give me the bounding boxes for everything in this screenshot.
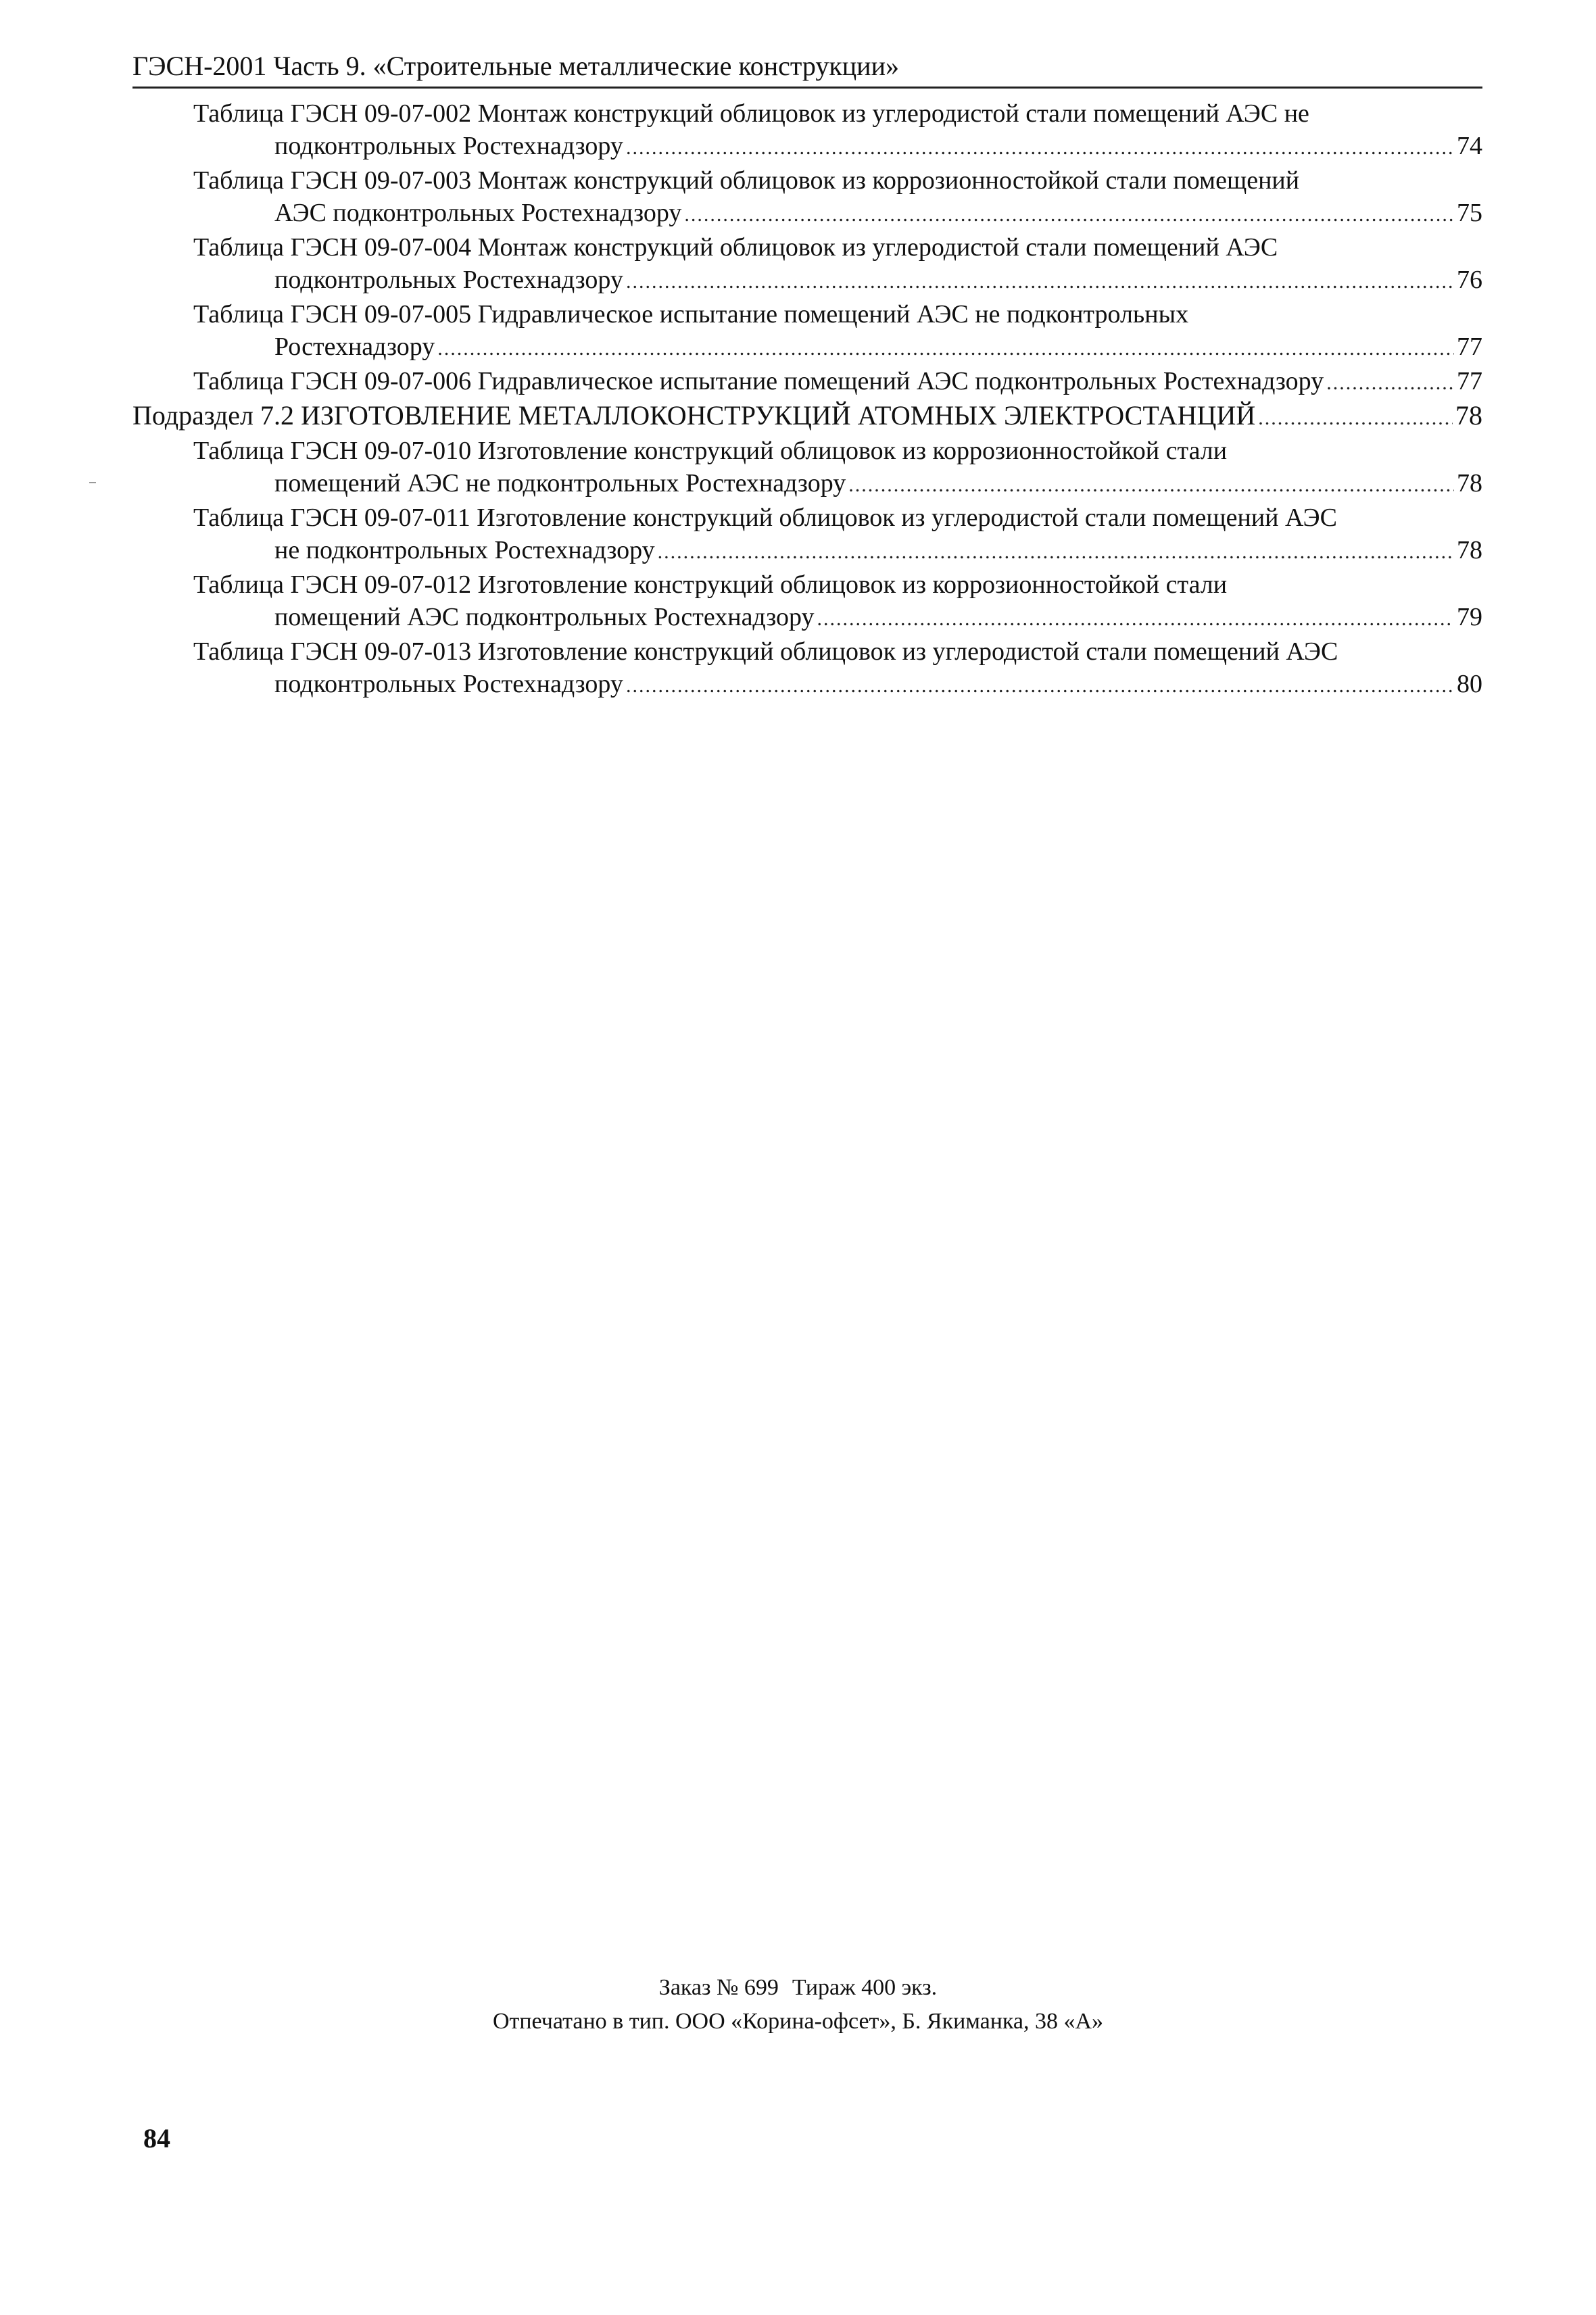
toc-page-number: 79 [1457, 603, 1482, 631]
toc-entry-title-cont: не подконтрольных Ростехнадзору [274, 536, 655, 564]
toc-entry[interactable] [132, 635, 1482, 702]
toc-entry-title-cont: подконтрольных Ростехнадзору [274, 670, 623, 698]
toc-page-number: 77 [1457, 367, 1482, 395]
imprint-order-line [0, 1972, 1596, 2003]
page-number: 84 [143, 2123, 170, 2153]
toc-entry-title: Таблица ГЭСН 09-07-010 Изготовление конструкций облицовок из коррозионностойкой стали [193, 437, 1228, 465]
order-number: Заказ № 699 [658, 1975, 779, 2000]
toc-entry[interactable] [132, 365, 1482, 399]
toc-entry-title: Таблица ГЭСН 09-07-011 Изготовление конструкций облицовок из углеродистой стали помещений АЭС [193, 504, 1337, 532]
toc-page-number: 78 [1457, 469, 1482, 497]
toc-entry-title-cont: Ростехнадзору [274, 333, 435, 361]
toc-entry-title: Таблица ГЭСН 09-07-005 Гидравлическое испытание помещений АЭС не подконтрольных [193, 300, 1189, 328]
toc-entry-title-cont: подконтрольных Ростехнадзору [274, 266, 623, 294]
toc-page-number: 75 [1457, 199, 1482, 227]
dot-leader [848, 469, 1454, 502]
dot-leader [1258, 402, 1453, 435]
toc-entry-title: Таблица ГЭСН 09-07-006 Гидравлическое испытание помещений АЭС подконтрольных Ростехнадзору [193, 367, 1324, 395]
toc-entry-title-cont: АЭС подконтрольных Ростехнадзору [274, 199, 682, 227]
toc-entry-title: Таблица ГЭСН 09-07-003 Монтаж конструкций облицовок из коррозионностойкой стали помещений [193, 166, 1300, 195]
toc-entry-title-cont: подконтрольных Ростехнадзору [274, 132, 623, 160]
page-header [132, 50, 1482, 89]
print-run: Тираж 400 экз. [792, 1975, 938, 2000]
toc-page-number: 76 [1457, 266, 1482, 294]
toc-section-title: Подраздел 7.2 ИЗГОТОВЛЕНИЕ МЕТАЛЛОКОНСТРУКЦИЙ АТОМНЫХ ЭЛЕКТРОСТАНЦИЙ [132, 400, 1256, 431]
toc-entry[interactable] [132, 435, 1482, 502]
toc-page-number: 78 [1457, 536, 1482, 564]
toc-page-number: 77 [1457, 333, 1482, 361]
dot-leader [437, 333, 1454, 365]
toc-entry[interactable] [132, 298, 1482, 365]
toc-section-entry[interactable] [132, 399, 1482, 435]
toc-entry[interactable] [132, 568, 1482, 635]
dot-leader [626, 132, 1454, 164]
toc-entry-title-cont: помещений АЭС подконтрольных Ростехнадзору [274, 603, 815, 631]
toc-page-number: 74 [1457, 132, 1482, 160]
imprint-printer-line [0, 2006, 1596, 2037]
toc-entry-title: Таблица ГЭСН 09-07-013 Изготовление конструкций облицовок из углеродистой стали помещений АЭС [193, 637, 1338, 666]
header-title: ГЭСН-2001 Часть 9. «Строительные металлические конструкции» [132, 51, 899, 81]
toc-entry-title-cont: помещений АЭС не подконтрольных Ростехнадзору [274, 469, 846, 497]
toc-entry[interactable] [132, 164, 1482, 231]
toc-entry[interactable] [132, 231, 1482, 298]
toc-page-number: 78 [1455, 400, 1482, 431]
printer-info: Отпечатано в тип. ООО «Корина-офсет», Б. Якиманка, 38 «А» [492, 2009, 1104, 2034]
dot-leader [626, 670, 1454, 702]
toc-entry-title: Таблица ГЭСН 09-07-004 Монтаж конструкций облицовок из углеродистой стали помещений АЭС [193, 233, 1278, 262]
toc-entry-title: Таблица ГЭСН 09-07-002 Монтаж конструкций облицовок из углеродистой стали помещений АЭС не [193, 99, 1309, 128]
dot-leader [626, 266, 1454, 298]
toc-page-number: 80 [1457, 670, 1482, 698]
dot-leader [1326, 367, 1454, 399]
dot-leader [658, 536, 1454, 568]
toc-entry[interactable] [132, 502, 1482, 568]
toc-entry[interactable] [132, 97, 1482, 164]
dot-leader [817, 603, 1454, 635]
dot-leader [684, 199, 1454, 231]
margin-mark [89, 482, 96, 483]
toc-entry-title: Таблица ГЭСН 09-07-012 Изготовление конструкций облицовок из коррозионностойкой стали [193, 570, 1228, 599]
table-of-contents [132, 97, 1482, 702]
